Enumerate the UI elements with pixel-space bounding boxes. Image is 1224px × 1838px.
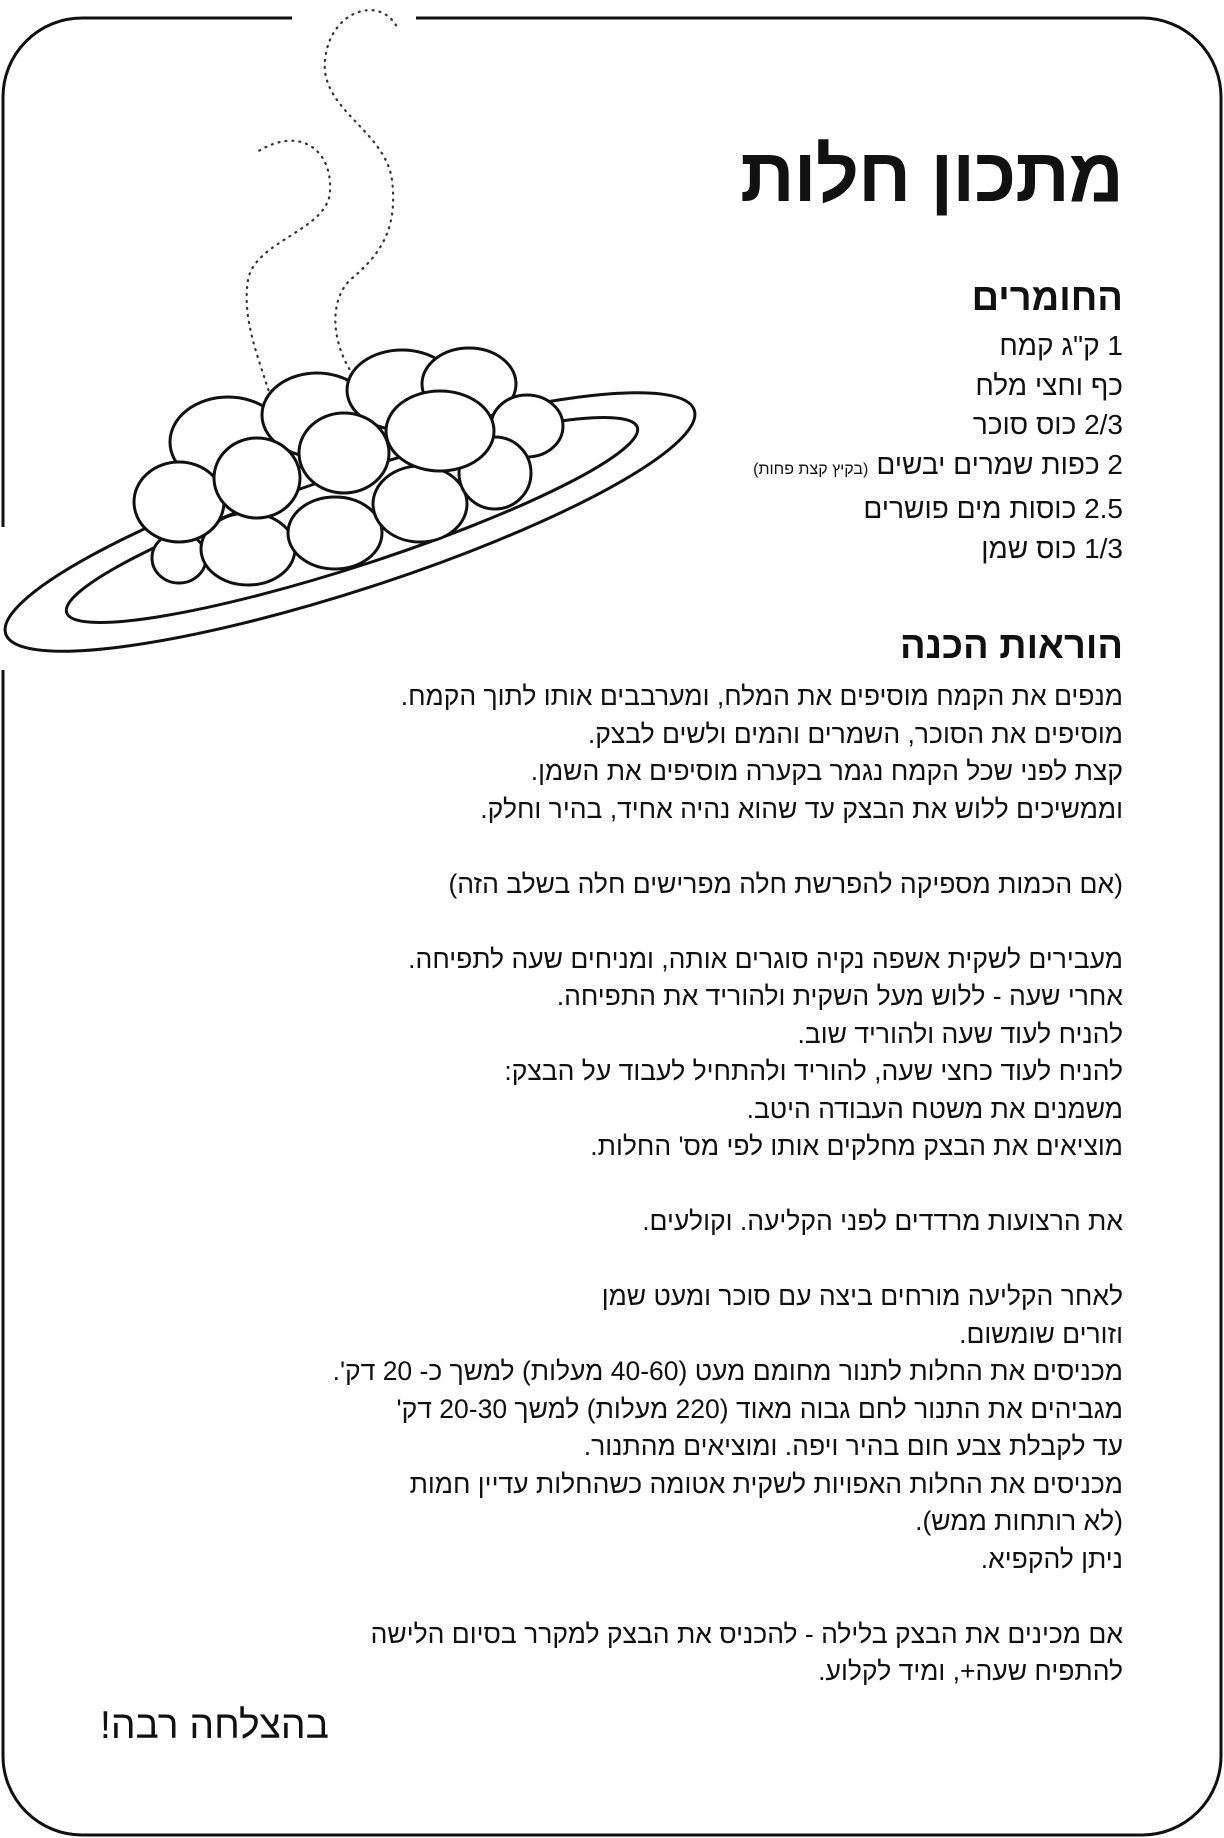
instruction-line: ניתן להקפיא. [980,1543,1123,1574]
instruction-line: מוציאים את הבצק מחלקים אותו לפי מס' החלות. [590,1131,1123,1161]
instruction-line: להניח לעוד כחצי שעה, להוריד ולהתחיל לעבוד על הבצק: [504,1056,1123,1086]
ingredient-item [753,489,1123,529]
instruction-line: מכניסים את החלות האפויות לשקית אטומה כשהחלות עדיין חמות [409,1468,1123,1499]
instruction-line: משמנים את משטח העבודה היטב. [746,1093,1123,1124]
instruction-line: וזורים שומשום. [959,1318,1123,1349]
instruction-line: (אם הכמות מספיקה להפרשת חלה מפרישים חלה בשלב הזה) [448,868,1123,899]
paragraph-gap [333,828,1123,866]
ingredient-text: 2.5 כוסות מים פושרים [863,493,1123,524]
instruction-line: קצת לפני שכל הקמח נגמר בקערה מוסיפים את השמן. [530,756,1123,786]
paragraph-gap [333,1578,1123,1616]
instruction-line: מעבירים לשקית אשפה נקיה סוגרים אותה, ומניחים שעה לתפיחה. [408,943,1123,974]
ingredient-text: 1/3 כוס שמן [981,532,1123,564]
page-title: מתכון חלות [740,133,1123,218]
ingredient-item [753,326,1123,366]
closing-wish: בהצלחה רבה! [100,1704,329,1747]
instruction-line: (לא רותחות ממש). [915,1506,1123,1536]
ingredient-item [753,529,1123,569]
ingredient-item [753,366,1123,406]
ingredient-item [753,445,1123,490]
paragraph-gap [333,1166,1123,1204]
ingredients-list [753,326,1123,568]
ingredient-item [753,405,1123,445]
ingredient-text: 2 כפות שמרים יבשים [876,448,1123,480]
instruction-line: את הרצועות מרדדים לפני הקליעה. וקולעים. [642,1206,1123,1236]
instruction-line: עד לקבלת צבע חום בהיר ויפה. ומוציאים מהתנור. [583,1431,1123,1461]
instruction-line: וממשיכים ללוש את הבצק עד שהוא נהיה אחיד, בהיר וחלק. [480,793,1123,824]
ingredient-text: 2/3 כוס סוכר [972,409,1123,440]
instruction-line: מכניסים את החלות לתנור מחומם מעט (40-60 מעלות) למשך כ- 20 דק'. [332,1356,1123,1386]
instruction-line: מגביהים את התנור לחם גבוה מאוד (220 מעלות) למשך 20-30 דק' [396,1393,1123,1424]
instruction-line: אחרי שעה - ללוש מעל השקית ולהוריד את התפיחה. [556,981,1123,1011]
instruction-line: מנפים את הקמח מוסיפים את המלח, ומערבבים אותו לתוך הקמח. [400,681,1123,711]
instruction-line: מוסיפים את הסוכר, השמרים והמים ולשים לבצק. [587,718,1123,749]
instruction-line: אם מכינים את הבצק בלילה - להכניס את הבצק למקרר בסיום הלישה [370,1618,1123,1649]
ingredients-heading: החומרים [971,277,1123,319]
ingredient-text: 1 ק"ג קמח [999,330,1123,361]
instruction-line: לאחר הקליעה מורחים ביצה עם סוכר ומעט שמן [601,1281,1123,1311]
ingredient-text: כף וחצי מלח [975,369,1123,401]
instruction-line: להניח לעוד שעה ולהוריד שוב. [797,1018,1123,1049]
instruction-line: להתפיח שעה+, ומיד לקלוע. [818,1656,1123,1686]
instructions-body [333,678,1123,1691]
instructions-heading: הוראות הכנה [899,625,1123,667]
challah-plate-icon [0,345,715,698]
ingredient-note: (בקיץ קצת פחות) [753,460,869,478]
paragraph-gap [333,903,1123,941]
paragraph-gap [333,1241,1123,1279]
